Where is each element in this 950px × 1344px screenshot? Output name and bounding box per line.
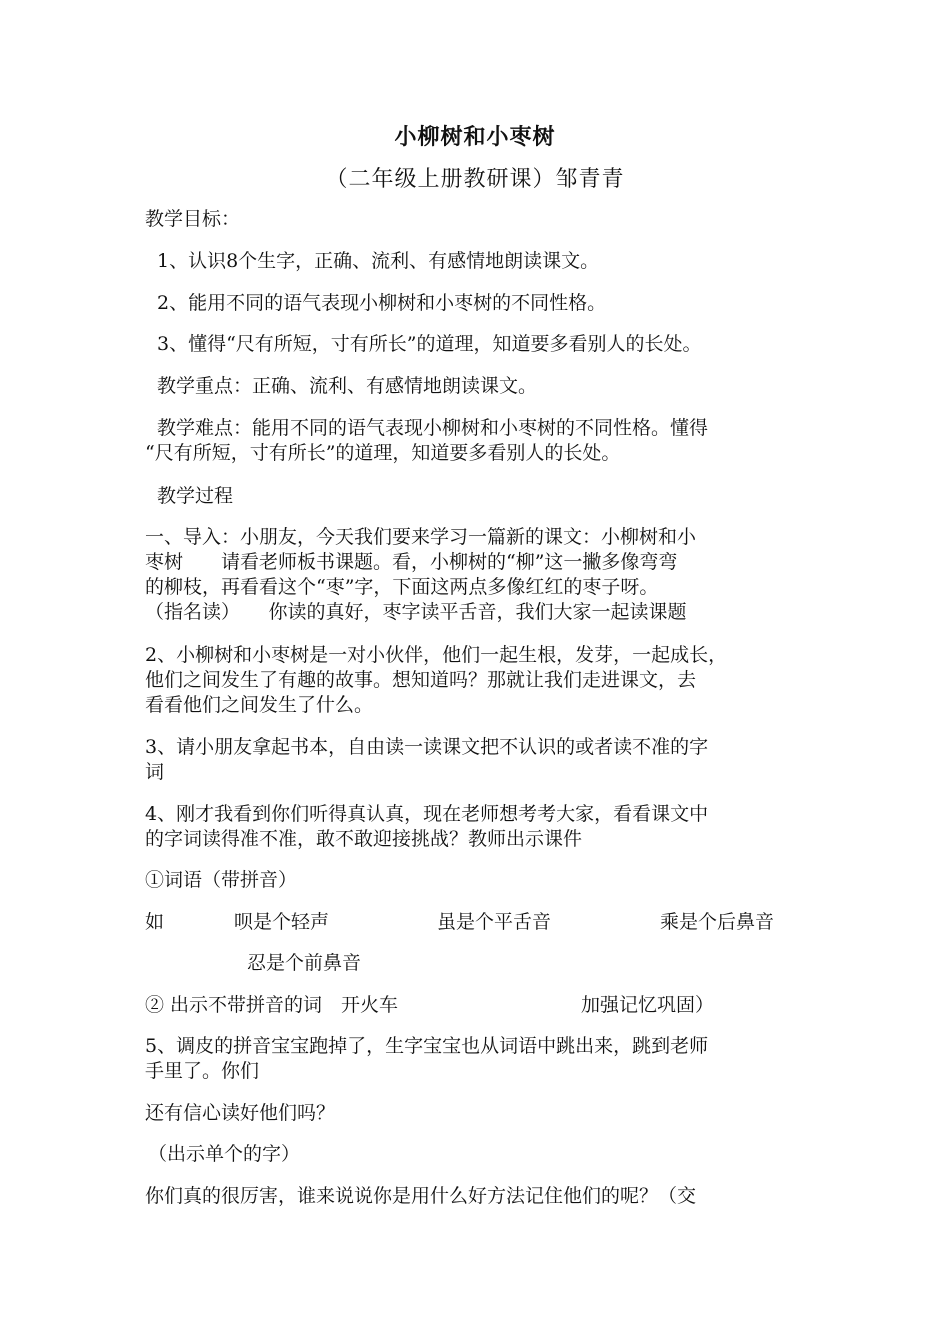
sub1-heading: ①词语（带拼音） [145, 869, 298, 891]
step1-line-2: 枣树 请看老师板书课题。看，小柳树的“柳”这一撇多像弯弯 [145, 551, 678, 573]
last-line: 你们真的很厉害，谁来说说你是用什么好方法记住他们的呢？（交 [145, 1185, 697, 1207]
key-point: 教学重点：正确、流利、有感情地朗读课文。 [157, 375, 538, 397]
step1-line-4: （指名读） 你读的真好，枣字读平舌音，我们大家一起读课题 [145, 601, 687, 623]
example-cheng: 乘是个后鼻音 [660, 911, 775, 933]
step5-line-2: 手里了。你们 [145, 1060, 260, 1082]
examples-row [145, 909, 825, 936]
step2-line-2: 他们之间发生了有趣的故事。想知道吗？那就让我们走进课文，去 [145, 669, 697, 691]
step3-line-1: 3、请小朋友拿起书本，自由读一读课文把不认识的或者读不准的字 [145, 736, 709, 758]
step4-line-1: 4、刚才我看到你们听得真认真，现在老师想考考大家，看看课文中 [145, 803, 709, 825]
example-bei: 呗是个轻声 [234, 911, 330, 933]
objective-1: 1、认识8个生字，正确、流利、有感情地朗读课文。 [157, 250, 600, 272]
step3-line-2: 词 [145, 761, 165, 783]
step4-line-2: 的字词读得准不准，敢不敢迎接挑战？教师出示课件 [145, 828, 583, 850]
process-heading: 教学过程 [157, 485, 234, 507]
step1-line-1: 一、导入：小朋友，今天我们要来学习一篇新的课文：小柳树和小 [145, 526, 697, 548]
objective-2: 2、能用不同的语气表现小柳树和小枣树的不同性格。 [157, 292, 607, 314]
objective-3: 3、懂得“尺有所短，寸有所长”的道理，知道要多看别人的长处。 [157, 333, 702, 355]
document-subtitle: （二年级上册教研课）邹青青 [325, 167, 625, 192]
sub2-row [145, 992, 825, 1019]
step5-line-1: 5、调皮的拼音宝宝跑掉了，生字宝宝也从词语中跳出来，跳到老师 [145, 1035, 709, 1057]
show-single-line: （出示单个的字） [148, 1143, 301, 1165]
example-ren: 忍是个前鼻音 [247, 952, 362, 974]
step1-line-3: 的柳枝，再看看这个“枣”字，下面这两点多像红红的枣子呀。 [145, 576, 659, 598]
difficulty-line-1: 教学难点：能用不同的语气表现小柳树和小枣树的不同性格。懂得 [157, 417, 709, 439]
sub2-part-b: 加强记忆巩固） [581, 994, 715, 1016]
step2-line-3: 看看他们之间发生了什么。 [145, 694, 374, 716]
sub2-part-a: ② 出示不带拼音的词 开火车 [145, 994, 399, 1016]
objectives-heading: 教学目标： [145, 208, 241, 230]
example-ru: 如 [145, 911, 165, 933]
difficulty-line-2: “尺有所短，寸有所长”的道理，知道要多看别人的长处。 [145, 442, 621, 464]
example-sui: 虽是个平舌音 [437, 911, 552, 933]
document-title: 小柳树和小枣树 [394, 124, 556, 150]
confidence-line: 还有信心读好他们吗？ [145, 1102, 336, 1124]
step2-line-1: 2、小柳树和小枣树是一对小伙伴，他们一起生根，发芽，一起成长， [145, 644, 728, 666]
